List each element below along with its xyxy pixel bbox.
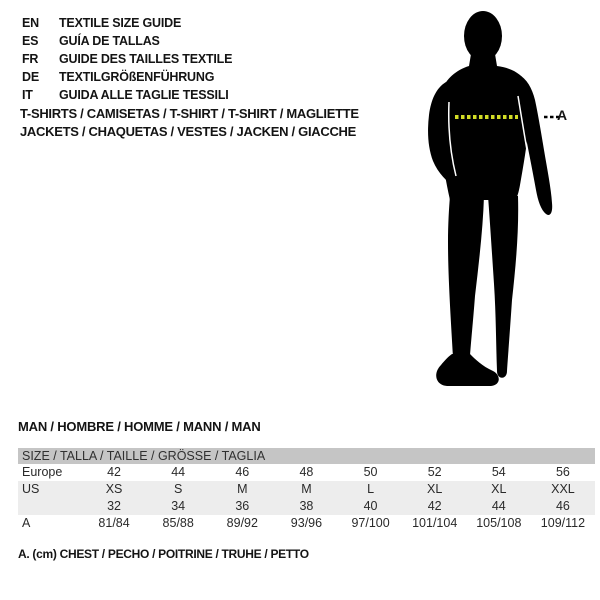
language-row-it xyxy=(22,86,232,104)
row-label xyxy=(18,498,82,515)
table-cell: 56 xyxy=(555,465,570,479)
table-cell: XS xyxy=(105,482,123,496)
language-code: FR xyxy=(22,52,39,66)
table-cell: 105/108 xyxy=(476,516,522,530)
table-row-chest-a xyxy=(18,515,595,532)
guide-title: TEXTILGRÖßENFÜHRUNG xyxy=(59,70,215,84)
table-cell: 89/92 xyxy=(226,516,258,530)
guide-title: GUIDA ALLE TAGLIE TESSILI xyxy=(59,88,229,102)
guide-title: GUÍA DE TALLAS xyxy=(59,34,160,48)
table-cell: S xyxy=(174,482,183,496)
row-label: US xyxy=(22,482,40,496)
table-row-alt-sizes xyxy=(18,498,595,515)
table-row-europe xyxy=(18,464,595,481)
table-cell: 32 xyxy=(107,499,122,513)
language-row-de xyxy=(22,68,232,86)
measurement-a-label: A xyxy=(557,107,568,123)
size-table-header: SIZE / TALLA / TAILLE / GRÖSSE / TAGLIA xyxy=(18,448,595,464)
language-row-en xyxy=(22,14,232,32)
table-cell: 81/84 xyxy=(98,516,130,530)
table-cell: XXL xyxy=(551,482,575,496)
language-code: IT xyxy=(22,88,33,102)
language-row-es xyxy=(22,32,232,50)
table-cell: M xyxy=(301,482,312,496)
table-cell: 44 xyxy=(171,465,186,479)
row-label: Europe xyxy=(22,465,63,479)
section-title-man: MAN / HOMBRE / HOMME / MANN / MAN xyxy=(18,419,261,434)
language-code: ES xyxy=(22,34,39,48)
table-cell: 109/112 xyxy=(540,516,586,530)
table-cell: 42 xyxy=(427,499,442,513)
table-cell: M xyxy=(237,482,248,496)
table-cell: 101/104 xyxy=(412,516,458,530)
category-line-jackets: JACKETS / CHAQUETAS / VESTES / JACKEN / GIACCHE xyxy=(20,124,356,139)
table-cell: 48 xyxy=(299,465,314,479)
table-cell: XL xyxy=(427,482,443,496)
table-cell: 44 xyxy=(491,499,506,513)
guide-title: GUIDE DES TAILLES TEXTILE xyxy=(59,52,233,66)
table-cell: 34 xyxy=(171,499,186,513)
man-silhouette-figure xyxy=(360,0,600,400)
guide-title: TEXTILE SIZE GUIDE xyxy=(59,16,182,30)
language-row-fr xyxy=(22,50,232,68)
table-cell: 38 xyxy=(299,499,314,513)
language-code: DE xyxy=(22,70,39,84)
table-cell: 40 xyxy=(363,499,378,513)
table-cell: 36 xyxy=(235,499,250,513)
table-cell: 46 xyxy=(555,499,570,513)
table-cell: 52 xyxy=(427,465,442,479)
table-cell: 50 xyxy=(363,465,378,479)
measurement-footnote: A. (cm) CHEST / PECHO / POITRINE / TRUHE / PETTO xyxy=(18,547,309,561)
table-cell: 97/100 xyxy=(351,516,390,530)
language-title-block xyxy=(22,14,232,104)
category-line-tshirts: T-SHIRTS / CAMISETAS / T-SHIRT / T-SHIRT / MAGLIETTE xyxy=(20,106,359,121)
table-cell: L xyxy=(367,482,375,496)
man-silhouette xyxy=(428,11,552,386)
row-label: A xyxy=(22,516,31,530)
table-cell: 93/96 xyxy=(290,516,323,530)
table-cell: XL xyxy=(491,482,507,496)
category-lines xyxy=(20,105,359,141)
size-table xyxy=(18,448,595,532)
table-cell: 42 xyxy=(107,465,122,479)
table-cell: 54 xyxy=(491,465,506,479)
table-cell: 85/88 xyxy=(162,516,194,530)
table-cell: 46 xyxy=(235,465,250,479)
language-code: EN xyxy=(22,16,39,30)
table-row-us xyxy=(18,481,595,498)
